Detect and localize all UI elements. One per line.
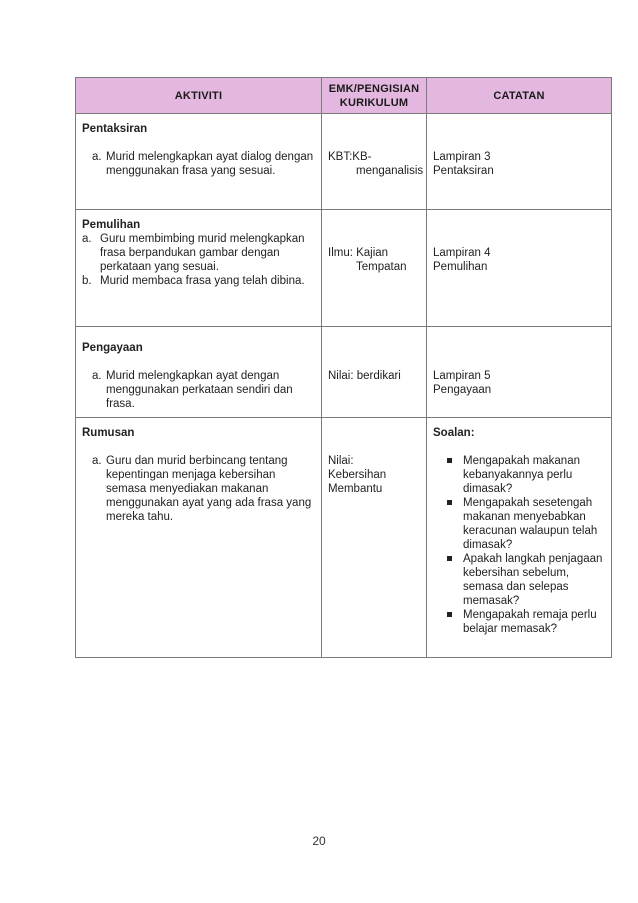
aktiviti-cell bbox=[76, 210, 322, 327]
list-item-text: Murid melengkapkan ayat dengan menggunakan perkataan sendiri dan frasa. bbox=[106, 370, 293, 410]
table-row bbox=[76, 210, 612, 327]
emk-text-line2: Tempatan bbox=[356, 261, 407, 273]
header-emk-line2: KURIKULUM bbox=[339, 96, 409, 109]
list-item bbox=[433, 496, 606, 552]
emk-cell bbox=[322, 327, 427, 418]
list-item bbox=[433, 608, 606, 636]
table-header-row bbox=[76, 78, 612, 114]
catatan-line2: Pentaksiran bbox=[433, 165, 494, 177]
list-item-text: Murid membaca frasa yang telah dibina. bbox=[100, 275, 305, 287]
square-bullet-icon bbox=[447, 458, 452, 463]
aktiviti-cell bbox=[76, 418, 322, 658]
catatan-line1: Lampiran 5 bbox=[433, 370, 491, 382]
list-item-text: Murid melengkapkan ayat dialog dengan menggunakan frasa yang sesuai. bbox=[106, 151, 314, 177]
table-row bbox=[76, 418, 612, 658]
list-marker: a. bbox=[92, 455, 102, 467]
list-marker: a. bbox=[92, 370, 102, 382]
header-aktiviti: AKTIVITI bbox=[76, 78, 322, 114]
catatan-cell bbox=[427, 418, 612, 658]
aktiviti-cell bbox=[76, 114, 322, 210]
emk-text-line1: Nilai: berdikari bbox=[328, 370, 401, 382]
emk-text-line3: Membantu bbox=[328, 483, 383, 495]
soalan-text: Mengapakah makanan kebanyakannya perlu dimasak? bbox=[463, 455, 580, 495]
table-row bbox=[76, 114, 612, 210]
catatan-line2: Pemulihan bbox=[433, 261, 488, 273]
emk-text-line2: menganalisis bbox=[356, 165, 424, 177]
soalan-text: Mengapakah remaja perlu belajar memasak? bbox=[463, 609, 597, 635]
list-marker: b. bbox=[82, 275, 92, 287]
section-title-rumusan: Rumusan bbox=[82, 427, 135, 439]
aktiviti-cell bbox=[76, 327, 322, 418]
soalan-title: Soalan: bbox=[433, 427, 475, 439]
list-item bbox=[433, 552, 606, 608]
emk-text-line2: Kebersihan bbox=[328, 469, 387, 481]
list-item bbox=[82, 150, 316, 178]
list-item bbox=[82, 232, 316, 274]
catatan-cell bbox=[427, 327, 612, 418]
header-emk-pengisian-kurikulum bbox=[322, 78, 427, 114]
soalan-text: Apakah langkah penjagaan kebersihan sebelum, semasa dan selepas memasak? bbox=[463, 553, 603, 607]
emk-text-line1: Ilmu: Kajian bbox=[328, 247, 389, 259]
square-bullet-icon bbox=[447, 556, 452, 561]
square-bullet-icon bbox=[447, 612, 452, 617]
page-number: 20 bbox=[312, 834, 326, 848]
soalan-text: Mengapakah sesetengah makanan menyebabkan keracunan walaupun telah dimasak? bbox=[463, 497, 598, 551]
soalan-list bbox=[433, 454, 606, 636]
emk-cell bbox=[322, 210, 427, 327]
emk-cell bbox=[322, 114, 427, 210]
square-bullet-icon bbox=[447, 500, 452, 505]
emk-text-line1: KBT:KB- bbox=[328, 151, 372, 163]
catatan-line1: Lampiran 3 bbox=[433, 151, 491, 163]
list-marker: a. bbox=[82, 233, 92, 245]
list-item-text: Guru dan murid berbincang tentang kepentingan menjaga kebersihan semasa menyediakan makanan menggunakan ayat yang ada frasa yang mereka tahu. bbox=[106, 455, 312, 523]
catatan-line2: Pengayaan bbox=[433, 384, 492, 396]
catatan-cell bbox=[427, 210, 612, 327]
catatan-cell bbox=[427, 114, 612, 210]
list-item-text: Guru membimbing murid melengkapkan frasa berpandukan gambar dengan perkataan yang sesuai. bbox=[100, 233, 305, 273]
section-title-pemulihan: Pemulihan bbox=[82, 219, 141, 231]
emk-cell bbox=[322, 418, 427, 658]
section-title-pengayaan: Pengayaan bbox=[82, 342, 143, 354]
list-item bbox=[433, 454, 606, 496]
list-item bbox=[82, 369, 316, 411]
list-item bbox=[82, 454, 316, 524]
list-item bbox=[82, 274, 316, 288]
catatan-line1: Lampiran 4 bbox=[433, 247, 491, 259]
header-catatan: CATATAN bbox=[427, 78, 612, 114]
section-title-pentaksiran: Pentaksiran bbox=[82, 123, 148, 135]
header-emk-line1: EMK/PENGISIAN bbox=[328, 82, 420, 95]
table-row bbox=[76, 327, 612, 418]
emk-text-line1: Nilai: bbox=[328, 455, 354, 467]
list-marker: a. bbox=[92, 151, 102, 163]
lesson-plan-table bbox=[75, 77, 612, 658]
